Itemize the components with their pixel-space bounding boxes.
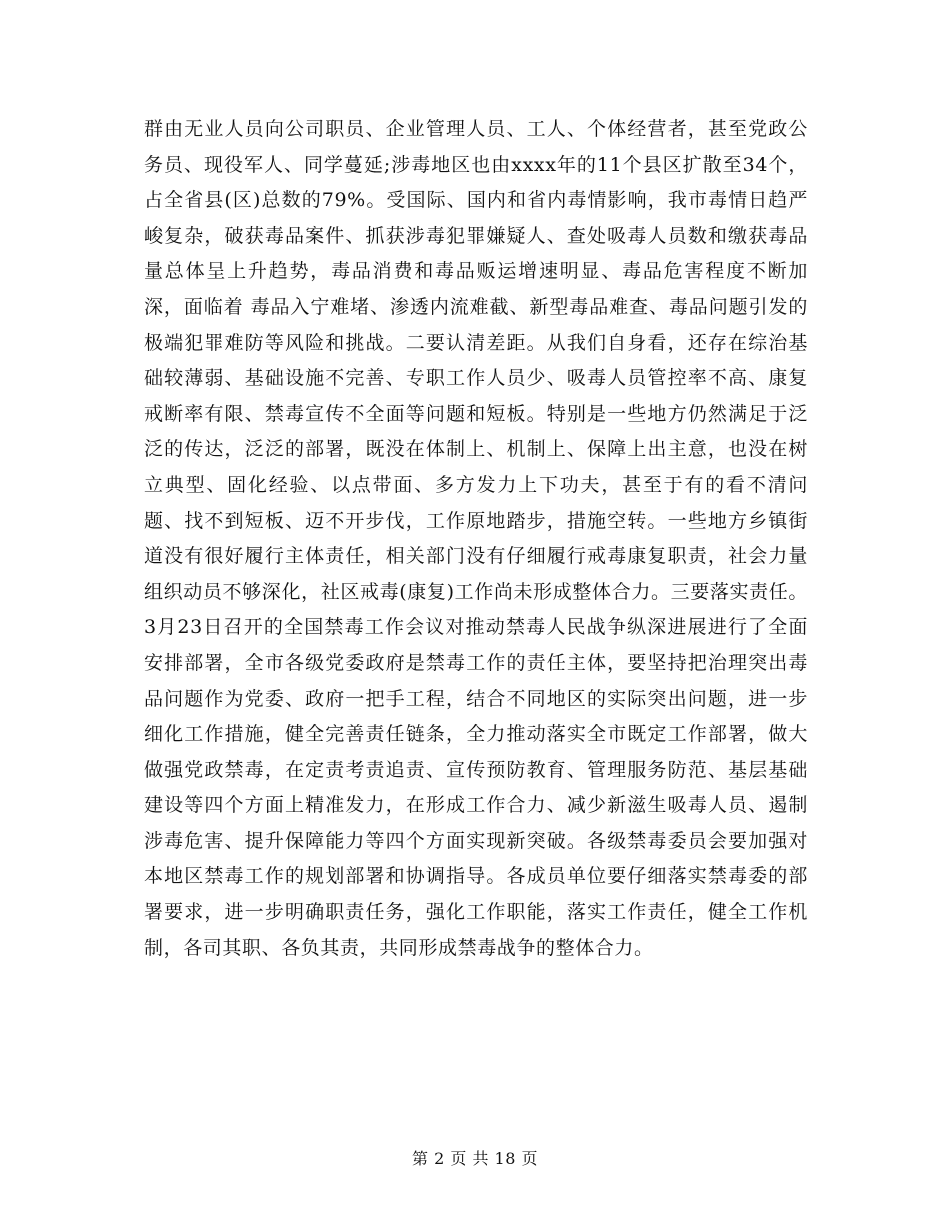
page-number-label: 第 2 页 共 18 页: [412, 1149, 538, 1168]
body-paragraph: 群由无业人员向公司职员、企业管理人员、工人、个体经营者，甚至党政公务员、现役军人、同学蔓延;涉毒地区也由xxxx年的11个县区扩散至34个，占全省县(区)总数的79%。受国际、国内和省内毒情影响，我市毒情日趋严峻复杂，破获毒品案件、抓获涉毒犯罪嫌疑人、查处吸毒人员数和缴获毒品量总体呈上升趋势，毒品消费和毒品贩运增速明显、毒品危害程度不断加深，面临着 毒品入宁难堵、渗透内流难截、新型毒品难查、毒品问题引发的极端犯罪难防等风险和挑战。二要认清差距。从我们自身看，还存在综治基础较薄弱、基础设施不完善、专职工作人员少、吸毒人员管控率不高、康复戒断率有限、禁毒宣传不全面等问题和短板。特别是一些地方仍然满足于泛泛的传达，泛泛的部署，既没在体制上、机制上、保障上出主意，也没在树立典型、固化经验、以点带面、多方发力上下功夫，甚至于有的看不清问题、找不到短板、迈不开步伐，工作原地踏步，措施空转。一些地方乡镇街道没有很好履行主体责任，相关部门没有仔细履行戒毒康复职责，社会力量组织动员不够深化，社区戒毒(康复)工作尚未形成整体合力。三要落实责任。3月23日召开的全国禁毒工作会议对推动禁毒人民战争纵深进展进行了全面安排部署，全市各级党委政府是禁毒工作的责任主体，要坚持把治理突出毒品问题作为党委、政府一把手工程，结合不同地区的实际突出问题，进一步细化工作措施，健全完善责任链条，全力推动落实全市既定工作部署，做大做强党政禁毒，在定责考责追责、宣传预防教育、管理服务防范、基层基础建设等四个方面上精准发力，在形成工作合力、减少新滋生吸毒人员、遏制涉毒危害、提升保障能力等四个方面实现新突破。各级禁毒委员会要加强对本地区禁毒工作的规划部署和协调指导。各成员单位要仔细落实禁毒委的部署要求，进一步明确职责任务，强化工作职能，落实工作责任，健全工作机制，各司其职、各负其责，共同形成禁毒战争的整体合力。: [144, 118, 808, 959]
page-footer: [0, 1147, 950, 1171]
